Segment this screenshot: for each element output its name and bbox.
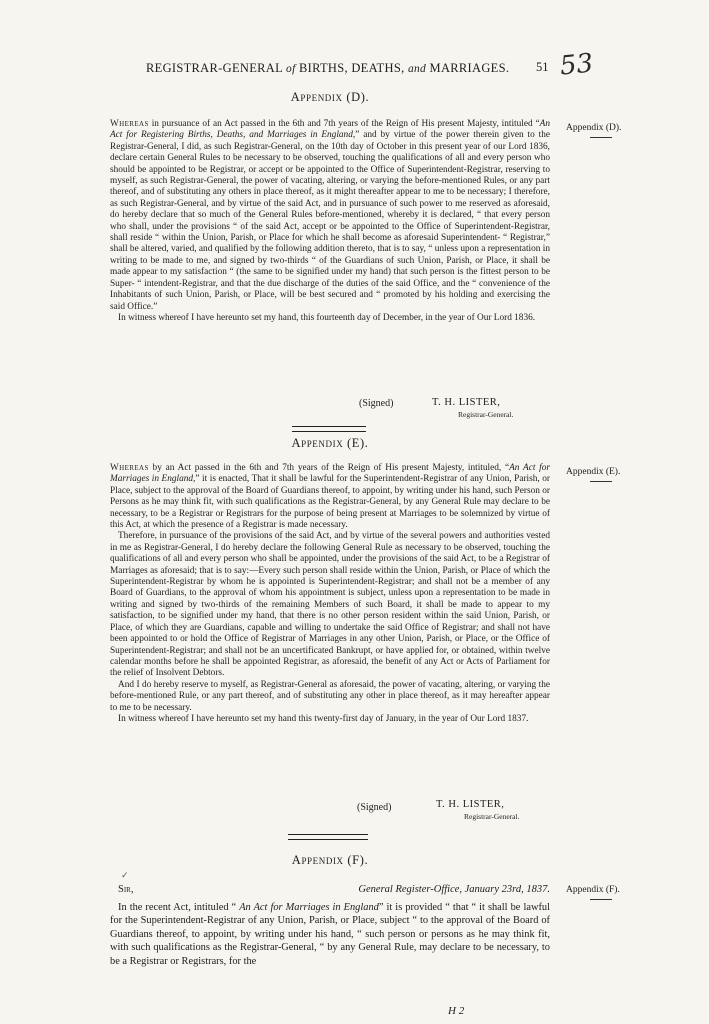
running-head (146, 61, 576, 76)
appendix-d-signature: T. H. LISTER, (432, 397, 501, 408)
running-head-of: of (286, 63, 296, 75)
appendix-f-text-b: ” it is provided “ that “ it shall be lawful for the Superintendent-Registrar of any Union, Parish, or Place, subject “ to the approval of the Board of Guardians thereof, to appoint, by writing under his hand, “ such person or persons as he may think fit, with such qualifications as the Registrar-General, “ by any General Rule, may declare to be necessary, to be a Registrar or Registrars, for the (110, 902, 550, 967)
appendix-e-act-title: An Act for Marriages in England, (110, 463, 551, 485)
appendix-e-text-a: by an Act passed in the 6th and 7th years of the Reign of His present Majesty, intituled, “ (148, 463, 510, 473)
appendix-e-witness: In witness whereof I have hereunto set my hand this twenty-first day of January, in the year of Our Lord 1837. (118, 713, 529, 724)
appendix-f-heading-letter: (F). (347, 853, 369, 867)
signature-mark: H 2 (448, 1005, 465, 1017)
handwritten-folio-number: 53 (558, 48, 595, 82)
appendix-e-margin-note: Appendix (E). (566, 467, 656, 482)
appendix-d-signed: (Signed) (359, 398, 394, 409)
appendix-e-signed: (Signed) (357, 802, 392, 813)
appendix-f-text-a: In the recent Act, intituled “ (118, 902, 240, 913)
appendix-e-lead-word: Whereas (110, 463, 149, 473)
page-number: 51 (536, 60, 549, 74)
pencil-mark-icon: ✓ (121, 870, 129, 880)
section-divider (288, 834, 368, 840)
appendix-f-heading (110, 853, 550, 868)
appendix-d-paragraph-1 (110, 119, 550, 313)
appendix-d-heading-letter: (D). (346, 90, 370, 104)
appendix-f-heading-initial: A (291, 853, 302, 867)
appendix-f-act-title: An Act for Marriages in England (239, 902, 379, 913)
appendix-d-act-title: An Act for Registering Births, Deaths, and Marriages in England, (110, 119, 550, 141)
running-head-and: and (407, 63, 427, 75)
appendix-d-text-b: ” and by virtue of the power therein given to the Registrar-General, I did, as such Registrar-General, on the 10th day of October in this present year of our Lord 1836, declare certain General Rules to be necessary to be observed, touching the qualifications of all and every person who should be appointed to be Registrar, or accept or be appointed to the Office of Superintendent-Registrar, reserving to myself, as such Registrar-General, the power of vacating, altering, or varying the before-mentioned Rules, or any part thereof, and of substituting any others in place thereof, as it might thereafter appear to me to be necessary; I therefore, as such Registrar-General, and by virtue of the said Act, and in pursuance of such power to me reserved as aforesaid, do hereby declare that so much of the General Rules before-mentioned, whereby it is declared, “ that every person who shall, under the provisions “ of the said Act, accept or be appointed to the Office of Superintendent-Registrar, shall reside “ within the Union, Parish, or Place for which he shall become as aforesaid Superintendent- “ Registrar,” shall be altered, varied, and qualified by the following addition thereto, that is to say, “ unless upon a representation in writing to be made to me, and signed by two-thirds “ of the Guardians of such Union, Parish, or Place, it shall be made appear to my satisfaction “ (the same to be signified under my hand) that such person is the fittest person to be Super- “ intendent-Registrar, and that the due discharge of the duties of the said Office, and the “ convenience of the Inhabitants of such Union, Parish, or Place, will be best secured and “ promoted by his holding and exercising the said Office.” (110, 130, 550, 312)
appendix-e-signature: T. H. LISTER, (436, 799, 505, 810)
appendix-f-salutation: Sir, (118, 884, 134, 895)
appendix-e-heading (110, 436, 550, 451)
appendix-f-heading-word: ppendix (301, 853, 344, 867)
appendix-e-paragraph-3: And I do hereby reserve to myself, as Registrar-General as aforesaid, the power of vacating, altering, or varying the before-mentioned Rule, or any part thereof, and of substituting any other in place thereof, as it may hereafter appear to me to be necessary. (110, 679, 550, 713)
appendix-f-body (110, 901, 550, 968)
appendix-e-body (110, 463, 550, 725)
appendix-e-paragraph-1 (110, 463, 550, 531)
running-head-part-2: BIRTHS, DEATHS, (299, 61, 405, 75)
appendix-e-heading-letter: (E). (347, 436, 369, 450)
appendix-d-text-a: in pursuance of an Act passed in the 6th and 7th years of the Reign of His present Majesty, intituled “ (148, 119, 540, 129)
appendix-e-heading-initial: A (291, 436, 302, 450)
appendix-e-paragraph-2: Therefore, in pursuance of the provisions of the said Act, and by virtue of the several powers and authorities vested in me as Registrar-General, I do hereby declare the following General Rule as necessary to be observed, touching the qualifications of all and every person who shall be appointed, under the provisions of the said Act, to be a Registrar of Marriages as aforesaid; that is to say:—Every such person shall reside within the Union, Parish, or Place of which the Superintendent-Registrar by whom he is appointed is Superintendent-Registrar; and shall not be a member of any Board of Guardians, to the approval of whom his appointment is subject, unless upon a representation to be made in writing and signed by two-thirds of the remaining Members of such Board, it shall be made to appear to my satisfaction, to be signified under my hand, that there is no other person resident within the said Union, Parish, or Place, of which they are Guardians, capable and willing to undertake the said Office of Registrar; and shall not have been appointed to or hold the Office of Registrar of Marriages in any other Union, Parish, or Place, or the Office of Superintendent-Registrar; and shall not be an uncertificated Bankrupt, or have applied for, or obtained, within twelve calendar months before he shall be appointed Registrar, as aforesaid, the benefit of any Act or Acts of Parliament for the relief of Insolvent Debtors. (110, 531, 550, 679)
appendix-e-text-b: ” it is enacted, That it shall be lawful for the Superintendent-Registrar of any Union, Parish, or Place, subject to the approval of the Board of Guardians thereof, to appoint, by writing under his hand, such Person or Persons as he may think fit, with such qualifications as the Registrar-General, by any General Rule may declare to be necessary, to be a Registrar or Registrars for the purpose of being present at Marriages to be solemnized by virtue of this Act, at which the presence of a Registrar is made necessary. (110, 474, 550, 531)
appendix-d-heading (110, 90, 550, 105)
appendix-f-margin-note: Appendix (F). (566, 885, 656, 900)
appendix-e-heading-word: ppendix (301, 436, 344, 450)
appendix-d-signature-title: Registrar-General. (458, 410, 514, 419)
running-head-part-1: REGISTRAR-GENERAL (146, 61, 283, 75)
appendix-d-heading-initial: A (290, 90, 301, 104)
appendix-f-office-date: General Register-Office, January 23rd, 1837. (358, 884, 550, 895)
appendix-d-heading-word: ppendix (300, 90, 343, 104)
appendix-d-margin-note: Appendix (D). (566, 123, 656, 138)
appendix-e-signature-title: Registrar-General. (464, 812, 520, 821)
running-head-part-3: MARRIAGES. (429, 61, 510, 75)
appendix-d-witness: In witness whereof I have hereunto set my hand, this fourteenth day of December, in the year of Our Lord 1836. (118, 312, 536, 323)
section-divider (292, 426, 366, 432)
appendix-d-body (110, 119, 550, 324)
appendix-d-lead-word: Whereas (110, 119, 149, 129)
